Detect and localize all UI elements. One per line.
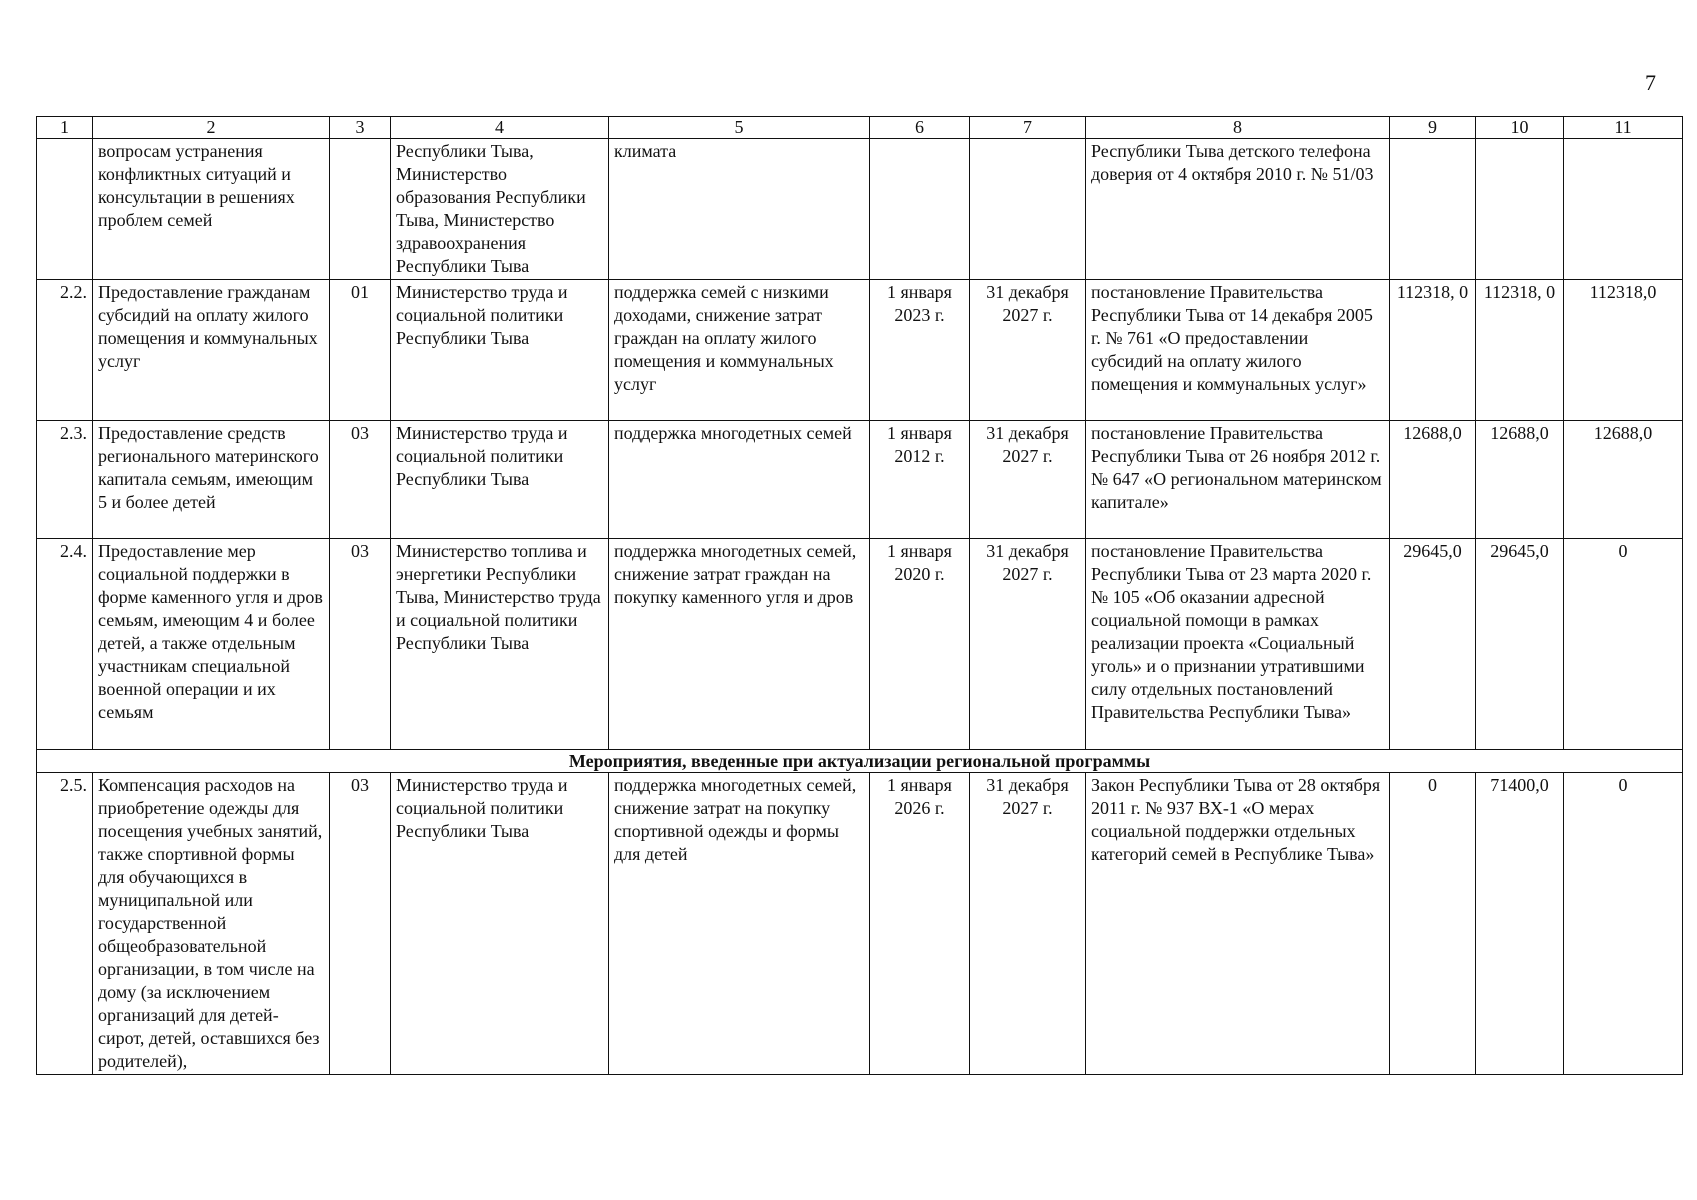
- executor-cell: Министерство труда и социальной политики Республики Тыва: [391, 421, 609, 539]
- executor-cell: Министерство труда и социальной политики Республики Тыва: [391, 773, 609, 1075]
- column-header: 4: [391, 117, 609, 139]
- code-cell: 01: [330, 280, 391, 421]
- legal-basis-cell: Закон Республики Тыва от 28 октября 2011 г. № 937 ВХ-1 «О мерах социальной поддержки отдельных категорий семей в Республике Тыва»: [1086, 773, 1390, 1075]
- column-header: 8: [1086, 117, 1390, 139]
- column-header: 7: [970, 117, 1086, 139]
- row-number: 2.3.: [37, 421, 93, 539]
- value-col-10: [1476, 139, 1564, 280]
- end-date-cell: 31 декабря 2027 г.: [970, 539, 1086, 750]
- legal-basis-cell: постановление Правительства Республики Тыва от 26 ноября 2012 г. № 647 «О региональном материнском капитале»: [1086, 421, 1390, 539]
- value-col-11: 0: [1564, 539, 1683, 750]
- end-date-cell: 31 декабря 2027 г.: [970, 773, 1086, 1075]
- column-number-row: [37, 117, 1683, 139]
- row-number: 2.4.: [37, 539, 93, 750]
- value-col-11: [1564, 139, 1683, 280]
- column-header: 10: [1476, 117, 1564, 139]
- end-date-cell: 31 декабря 2027 г.: [970, 280, 1086, 421]
- result-cell: поддержка многодетных семей: [609, 421, 870, 539]
- column-header: 3: [330, 117, 391, 139]
- code-cell: 03: [330, 421, 391, 539]
- value-col-11: 0: [1564, 773, 1683, 1075]
- value-col-9: 29645,0: [1390, 539, 1476, 750]
- value-col-9: 12688,0: [1390, 421, 1476, 539]
- value-col-9: 0: [1390, 773, 1476, 1075]
- result-cell: поддержка семей с низкими доходами, снижение затрат граждан на оплату жилого помещения и коммунальных услуг: [609, 280, 870, 421]
- value-col-10: 12688,0: [1476, 421, 1564, 539]
- column-header: 6: [870, 117, 970, 139]
- executor-cell: Республики Тыва, Министерство образования Республики Тыва, Министерство здравоохранения Республики Тыва: [391, 139, 609, 280]
- value-col-11: 12688,0: [1564, 421, 1683, 539]
- executor-cell: Министерство труда и социальной политики Республики Тыва: [391, 280, 609, 421]
- code-cell: [330, 139, 391, 280]
- start-date-cell: [870, 139, 970, 280]
- column-header: 9: [1390, 117, 1476, 139]
- table-row: [37, 539, 1683, 750]
- table-row-continuation: [37, 139, 1683, 280]
- code-cell: 03: [330, 539, 391, 750]
- legal-basis-cell: постановление Правительства Республики Тыва от 14 декабря 2005 г. № 761 «О предоставлении субсидий на оплату жилого помещения и коммунальных услуг»: [1086, 280, 1390, 421]
- measures-table: [36, 116, 1683, 1075]
- result-cell: поддержка многодетных семей, снижение затрат граждан на покупку каменного угля и дров: [609, 539, 870, 750]
- section-title: Мероприятия, введенные при актуализации региональной программы: [37, 750, 1683, 773]
- column-header: 2: [93, 117, 330, 139]
- value-col-9: [1390, 139, 1476, 280]
- row-number: 2.5.: [37, 773, 93, 1075]
- value-col-10: 29645,0: [1476, 539, 1564, 750]
- result-cell: климата: [609, 139, 870, 280]
- column-header: 5: [609, 117, 870, 139]
- page-number: 7: [1645, 70, 1656, 95]
- start-date-cell: 1 января 2012 г.: [870, 421, 970, 539]
- end-date-cell: 31 декабря 2027 г.: [970, 421, 1086, 539]
- start-date-cell: 1 января 2023 г.: [870, 280, 970, 421]
- column-header: 1: [37, 117, 93, 139]
- value-col-10: 112318, 0: [1476, 280, 1564, 421]
- measure-name: Предоставление гражданам субсидий на оплату жилого помещения и коммунальных услуг: [93, 280, 330, 421]
- legal-basis-cell: постановление Правительства Республики Тыва от 23 марта 2020 г. № 105 «Об оказании адресной социальной помощи в рамках реализации проекта «Социальный уголь» и о признании утратившими силу отдельных постановлений Правительства Республики Тыва»: [1086, 539, 1390, 750]
- value-col-9: 112318, 0: [1390, 280, 1476, 421]
- column-header: 11: [1564, 117, 1683, 139]
- measure-name: вопросам устранения конфликтных ситуаций и консультации в решениях проблем семей: [93, 139, 330, 280]
- legal-basis-cell: Республики Тыва детского телефона доверия от 4 октября 2010 г. № 51/03: [1086, 139, 1390, 280]
- code-cell: 03: [330, 773, 391, 1075]
- table-row: [37, 280, 1683, 421]
- start-date-cell: 1 января 2026 г.: [870, 773, 970, 1075]
- measure-name: Предоставление средств регионального материнского капитала семьям, имеющим 5 и более детей: [93, 421, 330, 539]
- measure-name: Компенсация расходов на приобретение одежды для посещения учебных занятий, также спортивной формы для обучающихся в муниципальной или государственной общеобразовательной организации, в том числе на дому (за исключением организаций для детей-сирот, детей, оставшихся без родителей),: [93, 773, 330, 1075]
- end-date-cell: [970, 139, 1086, 280]
- section-row: [37, 750, 1683, 773]
- value-col-10: 71400,0: [1476, 773, 1564, 1075]
- measure-name: Предоставление мер социальной поддержки в форме каменного угля и дров семьям, имеющим 4 и более детей, а также отдельным участникам специальной военной операции и их семьям: [93, 539, 330, 750]
- row-number: 2.2.: [37, 280, 93, 421]
- row-number: [37, 139, 93, 280]
- start-date-cell: 1 января 2020 г.: [870, 539, 970, 750]
- executor-cell: Министерство топлива и энергетики Республики Тыва, Министерство труда и социальной политики Республики Тыва: [391, 539, 609, 750]
- value-col-11: 112318,0: [1564, 280, 1683, 421]
- table-row: [37, 773, 1683, 1075]
- result-cell: поддержка многодетных семей, снижение затрат на покупку спортивной одежды и формы для детей: [609, 773, 870, 1075]
- table-row: [37, 421, 1683, 539]
